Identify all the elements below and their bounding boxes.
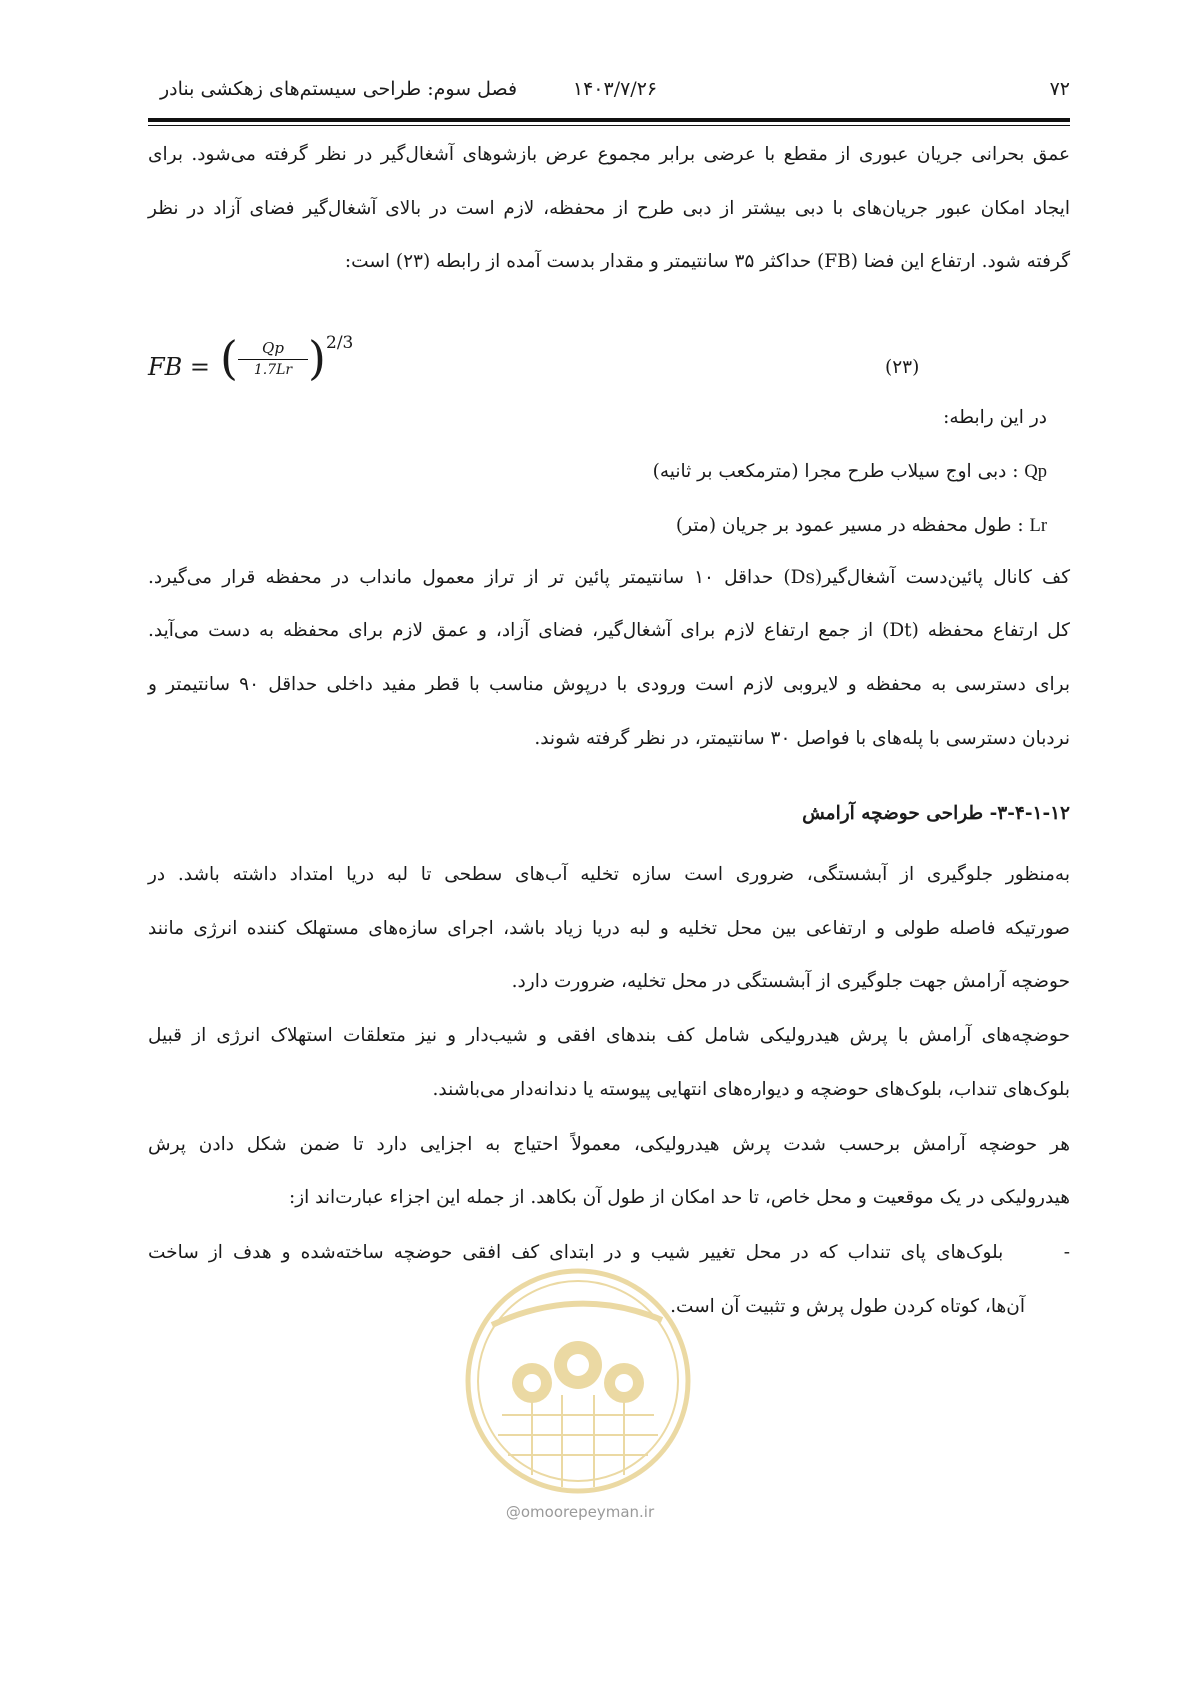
chapter-title: فصل سوم: طراحی سیستم‌های زهکشی بنادر xyxy=(160,78,518,100)
paragraph-line: ایجاد امکان عبور جریان‌های با دبی بیشتر از دبی طرح از محفظه، لازم است در بالای آشغال‌گیر فضای آزاد در نظر xyxy=(148,198,1070,219)
formula-denominator: 1.7Lr xyxy=(253,362,293,378)
equation-number: (۲۳) xyxy=(885,357,920,378)
formula-right-paren: ) xyxy=(308,331,326,385)
formula-numerator: Qp xyxy=(238,339,308,360)
watermark-at-icon: @ xyxy=(505,1503,521,1521)
definition-qp xyxy=(560,452,1047,492)
formula-fb xyxy=(148,331,354,405)
definitions-intro: در این رابطه: xyxy=(943,407,1047,428)
symbol-qp: Qp xyxy=(1024,462,1047,482)
watermark-site-text: omoorepeyman.ir xyxy=(520,1503,655,1521)
paragraph-line: به‌منظور جلوگیری از آبشستگی، ضروری است سازه تخلیه آب‌های سطحی تا لبه دریا امتداد داشته باشد. در xyxy=(148,864,1070,885)
header-date: ۱۴۰۳/۷/۲۶ xyxy=(572,78,658,100)
bullet-text: بلوک‌های پای تنداب که در محل تغییر شیب و در ابتدای کف افقی حوضچه ساخته‌شده و هدف از ساخت xyxy=(148,1242,1004,1263)
paragraph-line: گرفته شود. ارتفاع این فضا (FB) حداکثر ۳۵ سانتیمتر و مقدار بدست آمده از رابطه (۲۳) است: xyxy=(344,251,1070,272)
definition-qp-text: : دبی اوج سیلاب طرح مجرا (مترمکعب بر ثانیه) xyxy=(652,461,1025,482)
paragraph-line: نردبان دسترسی با پله‌های با فواصل ۳۰ سانتیمتر، در نظر گرفته شوند. xyxy=(534,728,1070,749)
watermark-logo xyxy=(462,1265,694,1497)
paragraph-line: صورتیکه فاصله طولی و ارتفاعی بین محل تخلیه و لبه دریا زیاد باشد، اجرای سازه‌های مستهلک کننده انرژی مانند xyxy=(148,918,1070,939)
header-rule-thick xyxy=(148,118,1070,122)
page-number: ۷۲ xyxy=(1049,78,1070,100)
definition-lr-text: : طول محفظه در مسیر عمود بر جریان (متر) xyxy=(675,515,1030,536)
paragraph-line: بلوک‌های تنداب، بلوک‌های حوضچه و دیواره‌های انتهایی پیوسته یا دندانه‌دار می‌باشند. xyxy=(432,1079,1070,1100)
formula-fraction xyxy=(238,339,308,378)
paragraph-line: عمق بحرانی جریان عبوری از مقطع با عرضی برابر مجموع عرض بازشوهای آشغال‌گیر در نظر گرفته می‌شود. برای xyxy=(148,144,1070,165)
paragraph-line: برای دسترسی به محفظه و لایروبی لازم است ورودی با درپوش مناسب با قطر مفید داخلی حداقل ۹۰ سانتیمتر و xyxy=(148,674,1070,695)
formula-left-paren: ( xyxy=(220,331,238,385)
bullet-marker: - xyxy=(1063,1242,1070,1263)
formula-lhs: FB = xyxy=(148,353,211,381)
paragraph-line: هیدرولیکی در یک موقعیت و محل خاص، تا حد امکان از طول آن بکاهد. از جمله این اجزاء عبارت‌اند از: xyxy=(288,1187,1070,1208)
watermark-site xyxy=(470,1503,690,1521)
paragraph-line: حوضچه آرامش جهت جلوگیری از آبشستگی در محل تخلیه، ضرورت دارد. xyxy=(511,971,1070,992)
paragraph-line: هر حوضچه آرامش برحسب شدت پرش هیدرولیکی، معمولاً احتیاج به اجزایی دارد تا ضمن شکل دادن پرش xyxy=(148,1134,1070,1155)
symbol-lr: Lr xyxy=(1029,516,1047,536)
header-rule-thin xyxy=(148,125,1070,126)
paragraph-line: کل ارتفاع محفظه (Dt) از جمع ارتفاع لازم برای آشغال‌گیر، فضای آزاد، و عمق لازم برای محفظه به دست می‌آید. xyxy=(148,620,1070,641)
bullet-continuation: آن‌ها، کوتاه کردن طول پرش و تثبیت آن است. xyxy=(670,1296,1025,1317)
definition-lr xyxy=(560,506,1047,546)
paragraph-line: حوضچه‌های آرامش با پرش هیدرولیکی شامل کف بندهای افقی و شیب‌دار و نیز متعلقات استهلاک انرژی از قبیل xyxy=(148,1025,1070,1046)
section-heading: ۳-۴-۱-۱۲- طراحی حوضچه آرامش xyxy=(802,803,1070,824)
formula-exponent: 2/3 xyxy=(326,333,354,353)
paragraph-line: کف کانال پائین‌دست آشغال‌گیر(Ds) حداقل ۱۰ سانتیمتر پائین تر از تراز معمول مانداب در محفظه قرار می‌گیرد. xyxy=(148,567,1071,588)
